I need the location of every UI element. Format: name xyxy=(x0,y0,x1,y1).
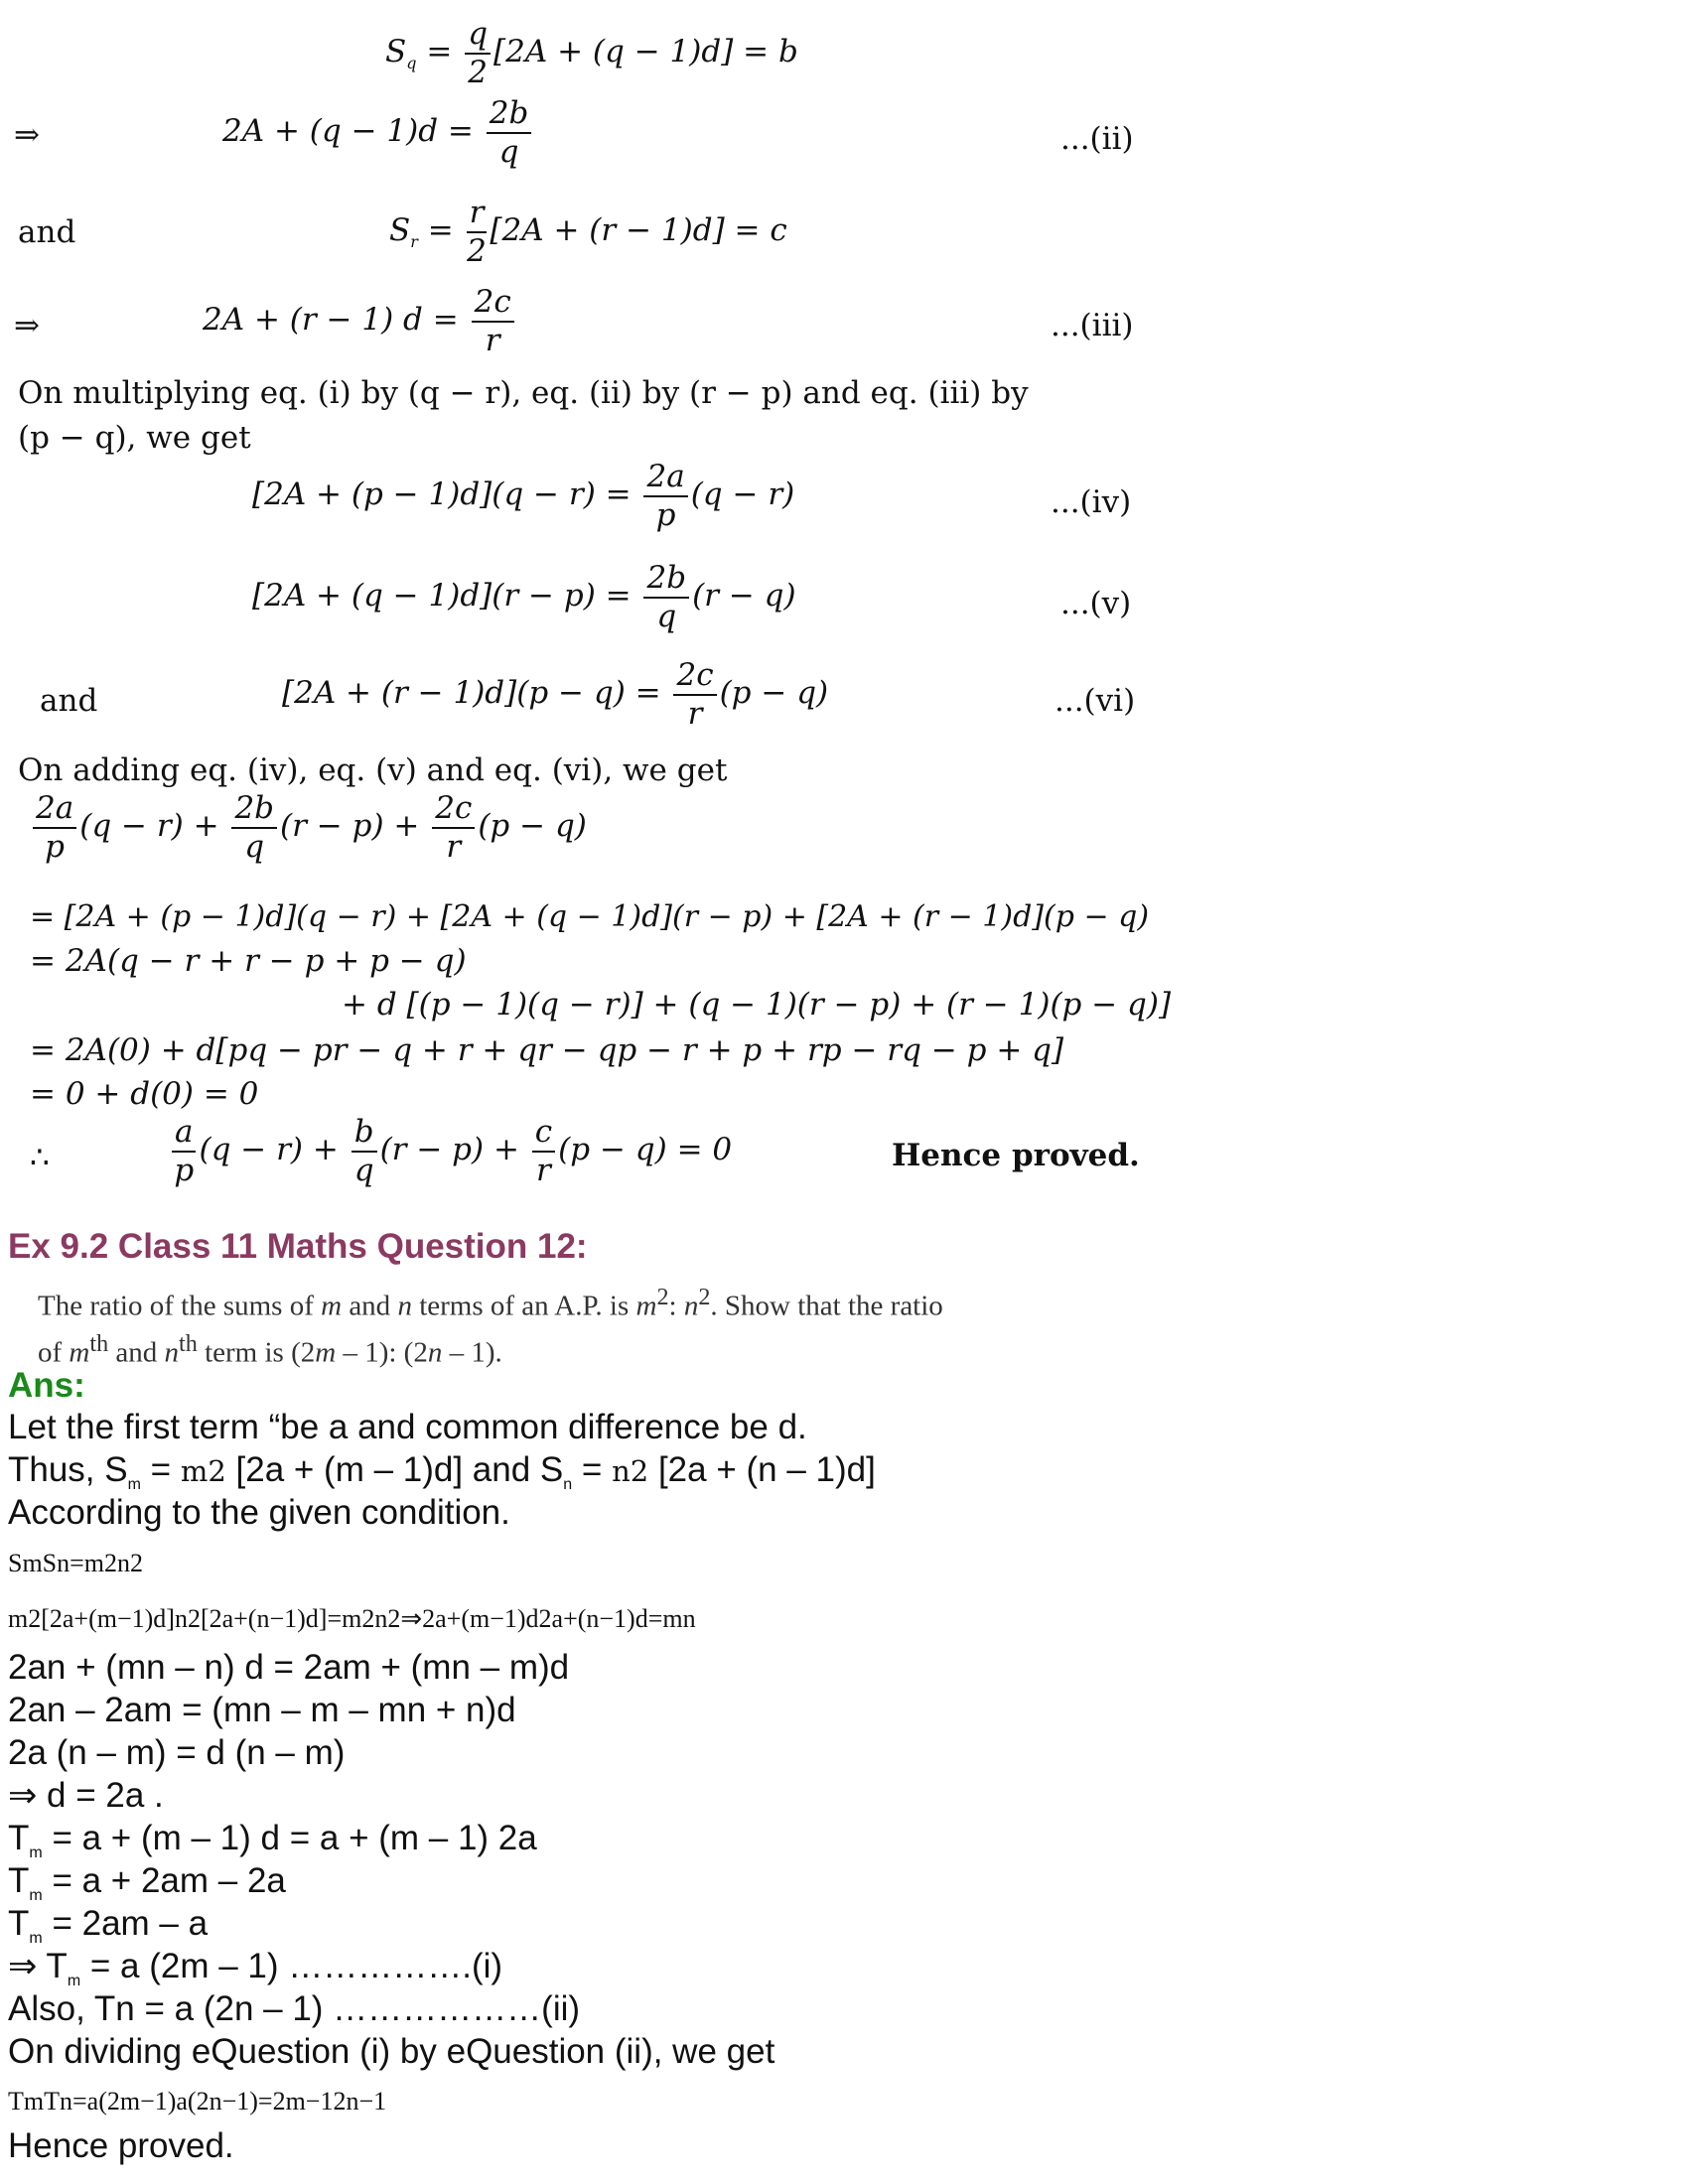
numerator: 2a xyxy=(33,792,76,829)
numerator: 2c xyxy=(472,286,514,323)
numerator: q xyxy=(465,18,491,55)
answer-ratio-terms: TmTn=a(2m−1)a(2n−1)=2m−12n−1 xyxy=(8,2087,387,2116)
equation-sq xyxy=(385,18,798,88)
expression: [2A + (p − 1)d](q − r) = xyxy=(252,477,641,513)
hence-proved-bold: Hence proved. xyxy=(892,1138,1140,1173)
derivation-line-3: + d [(p − 1)(q − r)] + (q − 1)(r − p) + (r − 1)(p − q)] xyxy=(342,987,1172,1023)
term: (q − r) + xyxy=(79,808,229,845)
answer-line-6: 2an + (mn – n) d = 2am + (mn – m)d xyxy=(8,1648,570,1687)
fraction xyxy=(643,461,687,531)
and-label xyxy=(18,214,75,250)
sq-symbol: S xyxy=(385,34,407,70)
denominator: p xyxy=(45,828,66,865)
fraction xyxy=(472,286,514,356)
equation-v xyxy=(252,562,796,632)
fraction xyxy=(532,1116,555,1186)
fraction xyxy=(673,659,716,730)
fraction xyxy=(487,97,532,168)
fraction xyxy=(352,1116,377,1186)
derivation-line-4: = 2A(0) + d[pq − pr − q + r + qr − qp − r + p + rp − rq − p + q] xyxy=(30,1032,1064,1068)
equation-iii xyxy=(203,286,517,356)
question-line-2: of $m^{th}$ and $n^{th}$ term is (2m – 1): (2n – 1). xyxy=(38,1329,502,1369)
numerator: 2c xyxy=(432,792,475,829)
arrow-symbol: ⇒ xyxy=(14,308,40,343)
equation-vi xyxy=(282,659,828,730)
fraction xyxy=(172,1116,196,1186)
derivation-line-1: = [2A + (p − 1)d](q − r) + [2A + (q − 1)d](r − p) + [2A + (r − 1)d](p − q) xyxy=(30,899,1150,934)
answer-line-10: $T_m = a + (m - 1) d = a + (m - 1)$ 2a xyxy=(8,1819,537,1861)
expression-tail: (r − q) xyxy=(692,578,796,614)
answer-ratio-sums: SmSn=m2n2 xyxy=(8,1549,144,1577)
denominator: 2 xyxy=(468,54,488,90)
question-heading: Ex 9.2 Class 11 Maths Question 12: xyxy=(8,1227,588,1266)
equals-sign: = xyxy=(417,212,464,249)
answer-line-8: 2a (n – m) = d (n – m) xyxy=(8,1733,346,1772)
expression-tail: (q − r) xyxy=(690,477,795,513)
equation-tag-iii: ...(iii) xyxy=(1051,308,1134,343)
term: (r − p) + xyxy=(280,808,430,845)
arrow-symbol: ⇒ xyxy=(14,117,40,153)
equation-tag-vi: ...(vi) xyxy=(1055,683,1136,719)
answer-line-15: On dividing eQuestion (i) by eQuestion (ii), we get xyxy=(8,2032,775,2071)
sr-subscript: r xyxy=(410,232,418,252)
expression: [2A + (q − 1)d] = b xyxy=(493,34,798,70)
numerator: 2c xyxy=(673,659,716,696)
and-word: and xyxy=(40,683,98,719)
answer-line-14: Also, Tn = a (2n – 1) ………………(ii) xyxy=(8,1989,581,2028)
expression: [2A + (q − 1)d](r − p) = xyxy=(252,578,641,614)
numerator: 2b xyxy=(231,792,277,829)
denominator: p xyxy=(655,496,676,533)
denominator: r xyxy=(446,828,462,865)
implies-arrow xyxy=(14,117,40,153)
numerator: b xyxy=(352,1116,377,1153)
term: (q − r) + xyxy=(199,1132,349,1168)
final-equation xyxy=(169,1116,732,1186)
answer-line-13: ⇒ $T_m = a$ (2m – 1) …………….(i) xyxy=(8,1947,503,1989)
answer-line-3: According to the given condition. xyxy=(8,1493,510,1532)
answer-line-2: Thus, $S_m = m2$ [2a + (m – 1)d] and $S_n = n2$ [2a + (n – 1)d] xyxy=(8,1450,876,1493)
answer-line-1: Let the first term “be a and common difference be d. xyxy=(8,1408,807,1446)
question-line-1: The ratio of the sums of m and n terms of an A.P. is $m^2$: $n^2$. Show that the ratio xyxy=(38,1284,943,1322)
denominator: p xyxy=(174,1152,195,1188)
sum-expression xyxy=(30,792,587,863)
therefore-symbol xyxy=(30,1140,50,1175)
answer-label: Ans: xyxy=(8,1366,85,1405)
fraction xyxy=(465,18,491,88)
fraction xyxy=(643,562,689,632)
term: (r − p) + xyxy=(379,1132,529,1168)
numerator: a xyxy=(172,1116,196,1153)
fraction xyxy=(33,792,76,863)
numerator: 2b xyxy=(487,97,532,134)
and-label xyxy=(40,683,97,719)
sq-subscript: q xyxy=(406,54,417,73)
numerator: 2a xyxy=(643,461,687,497)
answer-hence-proved: Hence proved. xyxy=(8,2126,234,2165)
equals-sign: = xyxy=(416,34,463,70)
denominator: r xyxy=(536,1152,551,1188)
denominator: r xyxy=(687,695,703,732)
denominator: q xyxy=(244,828,265,865)
numerator: 2b xyxy=(643,562,689,599)
derivation-line-5: = 0 + d(0) = 0 xyxy=(30,1076,259,1112)
denominator: q xyxy=(353,1152,374,1188)
equation-tag-v: ...(v) xyxy=(1060,586,1132,621)
equation-iv xyxy=(252,461,794,531)
therefore-glyph: ∴ xyxy=(30,1140,50,1175)
answer-line-11: $T_m = a + 2am - 2a$ xyxy=(8,1861,286,1904)
denominator: 2 xyxy=(467,232,487,269)
numerator: r xyxy=(467,197,488,233)
fraction xyxy=(432,792,475,863)
derivation-line-2: = 2A(q − r + r − p + p − q) xyxy=(30,943,467,979)
answer-line-7: 2an – 2am = (mn – m – mn + n)d xyxy=(8,1691,516,1729)
answer-line-9: ⇒ d = 2a . xyxy=(8,1776,164,1815)
equation-sr xyxy=(389,197,787,267)
equation-ii xyxy=(222,97,534,168)
paragraph-multiplying-line2: (p − q), we get xyxy=(18,420,251,456)
implies-arrow xyxy=(14,308,40,343)
term: (p − q) = 0 xyxy=(558,1132,733,1168)
paragraph-adding: On adding eq. (iv), eq. (v) and eq. (vi), we get xyxy=(18,752,728,788)
denominator: r xyxy=(485,322,500,358)
expression: 2A + (q − 1)d = xyxy=(222,113,484,150)
answer-line-12: $T_m = 2am - a$ xyxy=(8,1904,209,1947)
denominator: q xyxy=(656,598,677,634)
expression: [2A + (r − 1)d](p − q) = xyxy=(282,675,671,712)
expression: [2A + (r − 1)d] = c xyxy=(490,212,787,249)
answer-ratio-expanded: m2[2a+(m−1)d]n2[2a+(n−1)d]=m2n2⇒2a+(m−1)d2a+(n−1)d=mn xyxy=(8,1604,696,1633)
numerator: c xyxy=(532,1116,555,1153)
equation-tag-iv: ...(iv) xyxy=(1051,484,1132,520)
paragraph-multiplying-line1: On multiplying eq. (i) by (q − r), eq. (ii) by (r − p) and eq. (iii) by xyxy=(18,375,1029,411)
expression: 2A + (r − 1) d = xyxy=(203,302,469,339)
fraction xyxy=(467,197,488,267)
sr-symbol: S xyxy=(389,212,411,249)
term: (p − q) xyxy=(478,808,587,845)
denominator: q xyxy=(498,133,519,170)
fraction xyxy=(231,792,277,863)
question-text xyxy=(38,1279,943,1371)
expression-tail: (p − q) xyxy=(719,675,829,712)
equation-tag-ii: ...(ii) xyxy=(1060,121,1134,157)
and-word: and xyxy=(18,214,76,250)
